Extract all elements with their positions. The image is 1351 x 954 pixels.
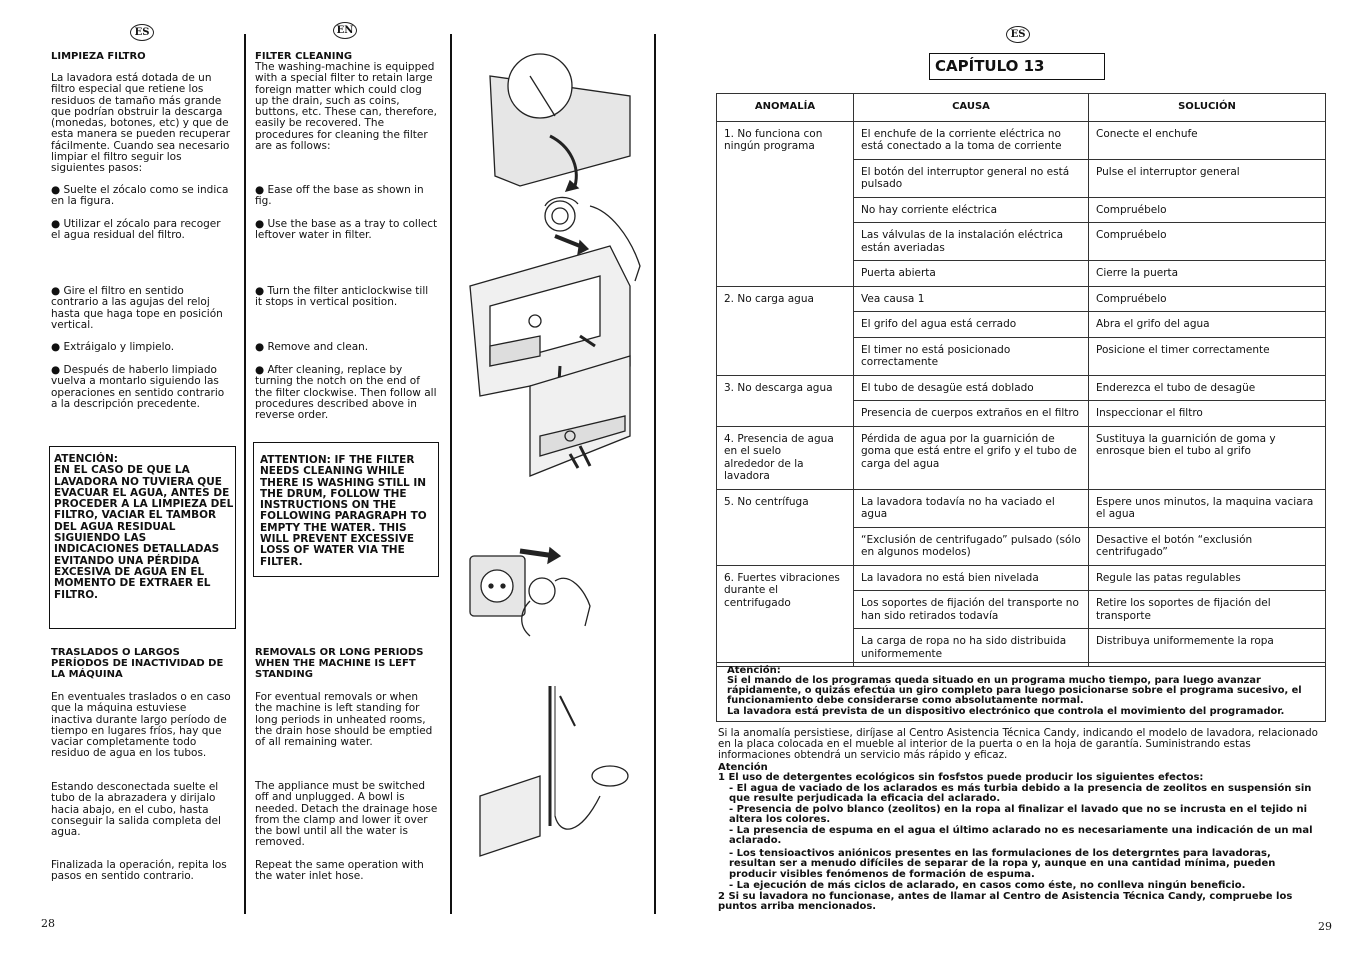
solution-cell: Distribuya uniformemente la ropa bbox=[1089, 629, 1326, 667]
table-body bbox=[717, 121, 1326, 667]
bottom-item-1c: - La presencia de espuma en el agua el último aclarado no es necesariamente una indicación de un mal aclarado. bbox=[729, 825, 1313, 847]
solution-cell: Pulse el interruptor general bbox=[1089, 159, 1326, 197]
table-header-solucion: SOLUCIÓN bbox=[1089, 94, 1326, 122]
bottom-item-2: 2 Si su lavadora no funcionase, antes de llamar al Centro de Asistencia Técnica Candy, compruebe los puntos arriba mencionados. bbox=[718, 891, 1293, 913]
cause-cell: El tubo de desagüe está doblado bbox=[854, 375, 1089, 401]
solution-cell: Inspeccionar el filtro bbox=[1089, 401, 1326, 427]
cause-cell: “Exclusión de centrifugado” pulsado (sólo en algunos modelos) bbox=[854, 527, 1089, 565]
step-1-en: ● Ease off the base as shown in fig. bbox=[255, 184, 424, 208]
anomaly-cell: 5. No centrífuga bbox=[717, 489, 854, 565]
cause-cell: La lavadora todavía no ha vaciado el agua bbox=[854, 489, 1089, 527]
solution-cell: Sustituya la guarnición de goma y enrosque bien el tubo al grifo bbox=[1089, 426, 1326, 489]
page-divider bbox=[654, 34, 656, 914]
table-row bbox=[717, 426, 1326, 489]
step-4-es: ● Extráigalo y limpielo. bbox=[51, 341, 175, 353]
page-number-right: 29 bbox=[1318, 920, 1332, 933]
bottom-item-1b: - Presencia de polvo blanco (zeolitos) en la ropa al finalizar el lavado que no se incrusta en el tejido ni altera los colores. bbox=[729, 804, 1308, 826]
bottom-item-1e: - La ejecución de más ciclos de aclarado, en casos como éste, no conlleva ningún beneficio. bbox=[729, 880, 1246, 891]
cause-cell: El timer no está posicionado correctamente bbox=[854, 337, 1089, 375]
solution-cell: Enderezca el tubo de desagüe bbox=[1089, 375, 1326, 401]
cause-cell: Vea causa 1 bbox=[854, 286, 1089, 312]
cause-cell: Puerta abierta bbox=[854, 261, 1089, 287]
bottom-item-1d: - Los tensioactivos aniónicos presentes en las formulaciones de los detergrntes para lavadoras, resultan ser a menudo difíciles de separar de la ropa y, aunque en una cantidad mínima, pueden producir visibles fenómenos de formación de espuma. bbox=[729, 848, 1276, 880]
cause-cell: La carga de ropa no ha sido distribuida uniformemente bbox=[854, 629, 1089, 667]
table-row bbox=[717, 286, 1326, 312]
attention-text-es: ATENCIÓN: EN EL CASO DE QUE LA LAVADORA NO TUVIERA QUE EVACUAR EL AGUA, ANTES DE PROCEDER A LA LIMPIEZA DEL FILTRO, VACIAR EL TAMBOR DEL AGUA RESIDUAL SIGUIENDO LAS INDICACIONES DETALLADAS EVITANDO UNA PÉRDIDA EXCESIVA DE AGUA EN EL MOMENTO DE EXTRAER EL FILTRO. bbox=[54, 453, 234, 601]
cause-cell: El botón del interruptor general no está pulsado bbox=[854, 159, 1089, 197]
cause-cell: El enchufe de la corriente eléctrica no está conectado a la toma de corriente bbox=[854, 121, 1089, 159]
removal-p3-en: Repeat the same operation with the water inlet hose. bbox=[255, 859, 424, 883]
removal-title-en: REMOVALS OR LONG PERIODS WHEN THE MACHINE IS LEFT STANDING bbox=[255, 647, 424, 680]
cause-cell: Los soportes de fijación del transporte no han sido retirados todavía bbox=[854, 591, 1089, 629]
step-5-es: ● Después de haberlo limpiado vuelva a montarlo siguiendo las operaciones en sentido contrario a la descripción precedente. bbox=[51, 364, 225, 410]
solution-cell: Abra el grifo del agua bbox=[1089, 312, 1326, 338]
solution-cell: Retire los soportes de fijación del transporte bbox=[1089, 591, 1326, 629]
attention-text-en: ATTENTION: IF THE FILTER NEEDS CLEANING WHILE THERE IS WASHING STILL IN THE DRUM, FOLLOW THE INSTRUCTIONS ON THE FOLLOWING PARAGRAPH TO EMPTY THE WATER. THIS WILL PREVENT EXCESSIVE LOSS OF WATER VIA THE FILTER. bbox=[260, 454, 427, 568]
table-header-causa: CAUSA bbox=[854, 94, 1089, 122]
table-row bbox=[717, 489, 1326, 527]
bottom-attention-heading: Atención bbox=[718, 762, 768, 773]
cause-cell: Las válvulas de la instalación eléctrica están averiadas bbox=[854, 223, 1089, 261]
solution-cell: Conecte el enchufe bbox=[1089, 121, 1326, 159]
anomaly-cell: 2. No carga agua bbox=[717, 286, 854, 375]
solution-cell: Posicione el timer correctamente bbox=[1089, 337, 1326, 375]
filter-title-en: FILTER CLEANING bbox=[255, 51, 353, 62]
column-divider bbox=[450, 34, 452, 914]
anomaly-cell: 6. Fuertes vibraciones durante el centrifugado bbox=[717, 565, 854, 667]
table-row bbox=[717, 121, 1326, 159]
solution-cell: Compruébelo bbox=[1089, 197, 1326, 223]
step-4-en: ● Remove and clean. bbox=[255, 341, 369, 353]
anomaly-cell: 3. No descarga agua bbox=[717, 375, 854, 426]
filter-illustration bbox=[460, 36, 650, 916]
cause-cell: Presencia de cuerpos extraños en el filtro bbox=[854, 401, 1089, 427]
anomaly-cell: 4. Presencia de agua en el suelo alrededor de la lavadora bbox=[717, 426, 854, 489]
transport-title-es: TRASLADOS O LARGOS PERÍODOS DE INACTIVIDAD DE LA MÁQUINA bbox=[51, 647, 224, 680]
table-row bbox=[717, 565, 1326, 591]
filter-intro-en: The washing-machine is equipped with a special filter to retain large foreign matter which could clog up the drain, such as coins, buttons, etc. These can, therefore, easily be recovered. The procedures for cleaning the filter are as follows: bbox=[255, 61, 437, 153]
step-3-en: ● Turn the filter anticlockwise till it stops in vertical position. bbox=[255, 285, 429, 309]
transport-p3-es: Finalizada la operación, repita los pasos en sentido contrario. bbox=[51, 859, 227, 883]
column-divider bbox=[244, 34, 246, 914]
attention-note-box bbox=[716, 662, 1326, 722]
chapter-title: CAPÍTULO 13 bbox=[929, 53, 1105, 80]
step-3-es: ● Gire el filtro en sentido contrario a las agujas del reloj hasta que haga tope en posición vertical. bbox=[51, 285, 223, 331]
removal-p2-en: The appliance must be switched off and unplugged. A bowl is needed. Detach the drainage hose from the clamp and lower it over the bowl until all the water is removed. bbox=[255, 780, 438, 849]
removal-p1-en: For eventual removals or when the machine is left standing for long periods in unheated rooms, the drain hose should be emptied of all remaining water. bbox=[255, 691, 433, 749]
transport-p2-es: Estando desconectada suelte el tubo de la abrazadera y dirijalo hacia abajo, en el cubo, hasta conseguir la salida completa del agua. bbox=[51, 781, 221, 839]
step-5-en: ● After cleaning, replace by turning the notch on the end of the filter clockwise. Then follow all procedures described above in reverse order. bbox=[255, 364, 437, 422]
cause-cell: La lavadora no está bien nivelada bbox=[854, 565, 1089, 591]
cause-cell: El grifo del agua está cerrado bbox=[854, 312, 1089, 338]
filter-title-es: LIMPIEZA FILTRO bbox=[51, 51, 146, 62]
bottom-item-1: 1 El uso de detergentes ecológicos sin fosfstos puede producir los siguientes efectos: bbox=[718, 772, 1204, 783]
language-badge-es-left: ES bbox=[130, 24, 154, 41]
step-2-en: ● Use the base as a tray to collect leftover water in filter. bbox=[255, 218, 438, 242]
solution-cell: Cierre la puerta bbox=[1089, 261, 1326, 287]
filter-intro-es: La lavadora está dotada de un filtro especial que retiene los residuos de tamaño más grande que podrían obstruir la descarga (monedas, botones, etc) y que de esta manera se pueden recuperar fácilmente. Cuando sea necesario limpiar el filtro seguir los siguientes pasos: bbox=[51, 72, 231, 175]
bottom-item-1a: - El agua de vaciado de los aclarados es más turbia debido a la presencia de zeolitos en suspensión sin que resulte perjudicada la eficacia del aclarado. bbox=[729, 783, 1312, 805]
bottom-paragraph: Si la anomalía persistiese, diríjase al Centro Asistencia Técnica Candy, indicando el modelo de lavadora, relacionado en la placa colocada en el mueble al interior de la puerta o en la hoja de garantía. Suministrando estas informaciones obtendrá un servicio más rápido y eficaz. bbox=[718, 727, 1318, 761]
step-2-es: ● Utilizar el zócalo para recoger el agua residual del filtro. bbox=[51, 218, 221, 242]
attention-note-text: Si el mando de los programas queda situado en un programa mucho tiempo, para luego avanzar rápidamente, o quizás efectúa un giro completo para luego posicionarse sobre el programa sucesivo, el funcionamiento debe considerarse como absolutamente normal. La lavadora está prevista de un dispositivo electrónico que controla el movimiento del programador. bbox=[727, 675, 1302, 717]
solution-cell: Compruébelo bbox=[1089, 286, 1326, 312]
solution-cell: Espere unos minutos, la maquina vaciara el agua bbox=[1089, 489, 1326, 527]
language-badge-en: EN bbox=[333, 22, 357, 39]
transport-p1-es: En eventuales traslados o en caso que la máquina estuviese inactiva durante largo período de tiempo en lugares fríos, hay que vaciar completamente todo residuo de agua en los tubos. bbox=[51, 691, 231, 760]
cause-cell: No hay corriente eléctrica bbox=[854, 197, 1089, 223]
language-badge-es-right: ES bbox=[1006, 26, 1030, 43]
solution-cell: Desactive el botón “exclusión centrifugado” bbox=[1089, 527, 1326, 565]
page-number-left: 28 bbox=[41, 917, 55, 930]
solution-cell: Compruébelo bbox=[1089, 223, 1326, 261]
troubleshooting-table bbox=[716, 93, 1326, 667]
table-header-anomalia: ANOMALÍA bbox=[717, 94, 854, 122]
table-row bbox=[717, 375, 1326, 401]
solution-cell: Regule las patas regulables bbox=[1089, 565, 1326, 591]
attention-note-title: Atención: bbox=[727, 665, 781, 676]
step-1-es: ● Suelte el zócalo como se indica en la figura. bbox=[51, 184, 229, 208]
anomaly-cell: 1. No funciona con ningún programa bbox=[717, 121, 854, 286]
cause-cell: Pérdida de agua por la guarnición de goma que está entre el grifo y el tubo de carga del agua bbox=[854, 426, 1089, 489]
